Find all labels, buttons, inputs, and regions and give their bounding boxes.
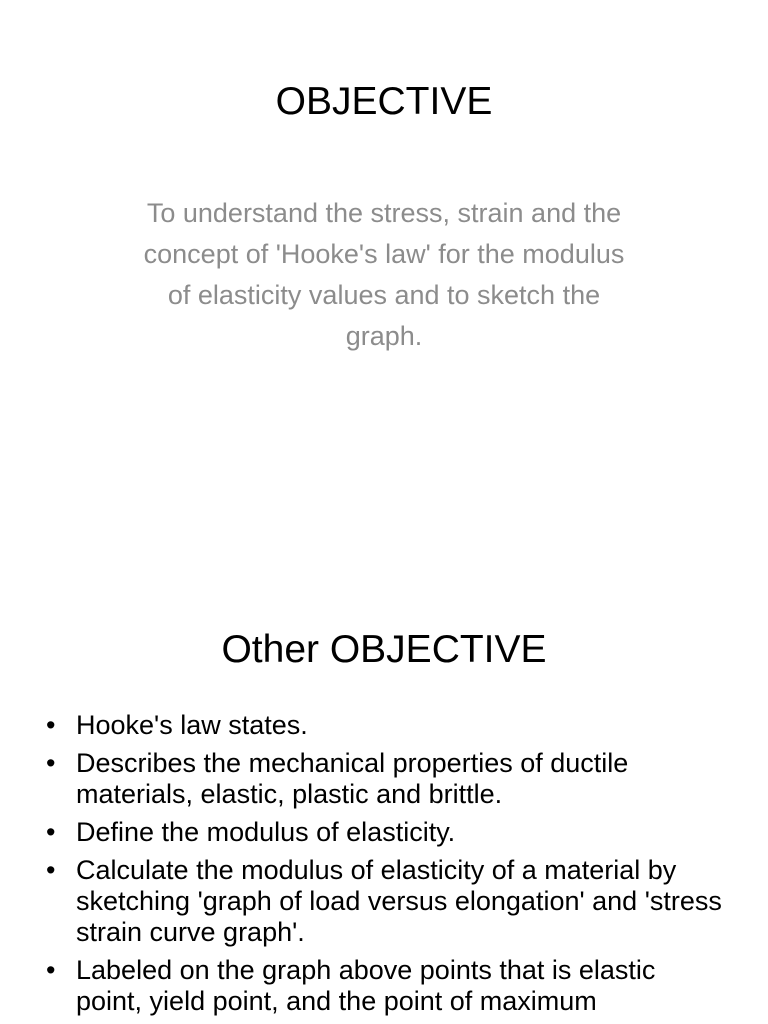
list-item <box>46 955 726 1017</box>
list-item-text: Labeled on the graph above points that is elastic point, yield point, and the point of maximum <box>76 955 656 1016</box>
list-item-text: Hooke's law states. <box>76 710 308 740</box>
bullet-icon: • <box>46 855 56 885</box>
list-item <box>46 710 726 741</box>
list-item-text: Calculate the modulus of elasticity of a material by sketching 'graph of load versus elongation' and 'stress strain curve graph'. <box>76 855 722 947</box>
list-item-text: Define the modulus of elasticity. <box>76 817 456 847</box>
list-item-text: Describes the mechanical properties of ductile materials, elastic, plastic and brittle. <box>76 748 629 809</box>
slide-title: Other OBJECTIVE <box>221 628 547 671</box>
slide-subtitle: To understand the stress, strain and the concept of 'Hooke's law' for the modulus of elasticity values and to sketch the graph. <box>143 198 625 351</box>
bullet-icon: • <box>46 955 56 985</box>
slide-other-objective <box>0 590 768 1024</box>
list-item <box>46 817 726 848</box>
list-item <box>46 748 726 810</box>
slide-title: OBJECTIVE <box>275 80 493 123</box>
list-item <box>46 855 726 948</box>
bullet-icon: • <box>46 710 56 740</box>
bullet-list <box>46 710 726 1024</box>
bullet-icon: • <box>46 748 56 778</box>
bullet-icon: • <box>46 817 56 847</box>
